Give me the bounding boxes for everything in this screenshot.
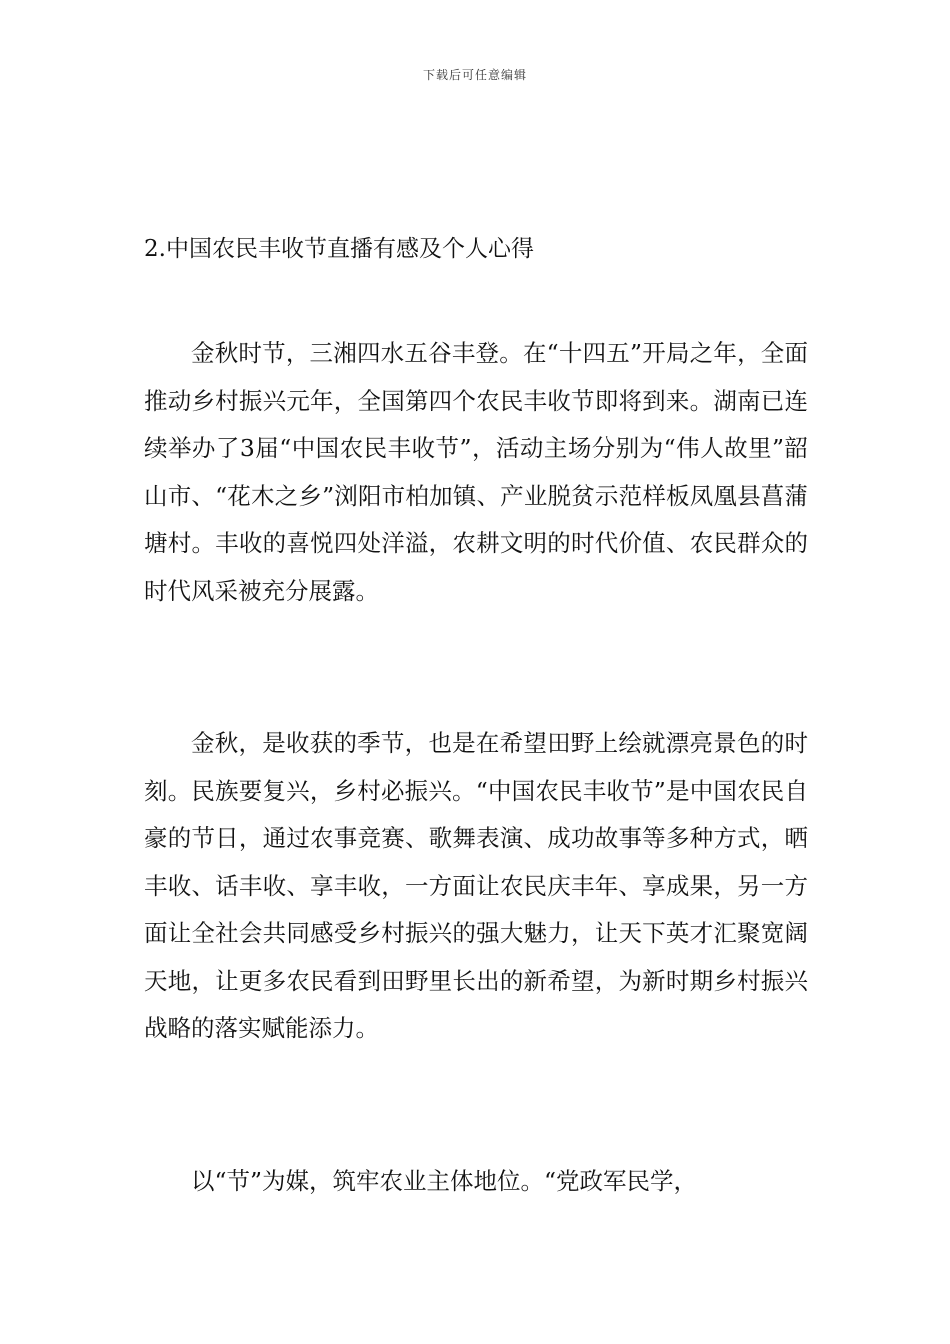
paragraph-2: 金秋，是收获的季节，也是在希望田野上绘就漂亮景色的时刻。民族要复兴，乡村必振兴。“中国农民丰收节”是中国农民自豪的节日，通过农事竞赛、歌舞表演、成功故事等多种方式，晒丰收、话丰收、享丰收，一方面让农民庆丰年、享成果，另一方面让全社会共同感受乡村振兴的强大魅力，让天下英才汇聚宽阔天地，让更多农民看到田野里长出的新希望，为新时期乡村振兴战略的落实赋能添力。 [144, 729, 808, 1042]
header-note: 下载后可任意编辑 [422, 68, 527, 82]
paragraph-1: 金秋时节，三湘四水五谷丰登。在“十四五”开局之年，全面推动乡村振兴元年，全国第四个农民丰收节即将到来。湖南已连续举办了3届“中国农民丰收节”，活动主场分别为“伟人故里”韶山市、“花木之乡”浏阳市柏加镇、产业脱贫示范样板凤凰县菖蒲塘村。丰收的喜悦四处洋溢，农耕文明的时代价值、农民群众的时代风采被充分展露。 [144, 339, 808, 605]
paragraph-3: 以“节”为媒，筑牢农业主体地位。“党政军民学， [191, 1167, 698, 1195]
section-title: 2.中国农民丰收节直播有感及个人心得 [144, 236, 534, 262]
